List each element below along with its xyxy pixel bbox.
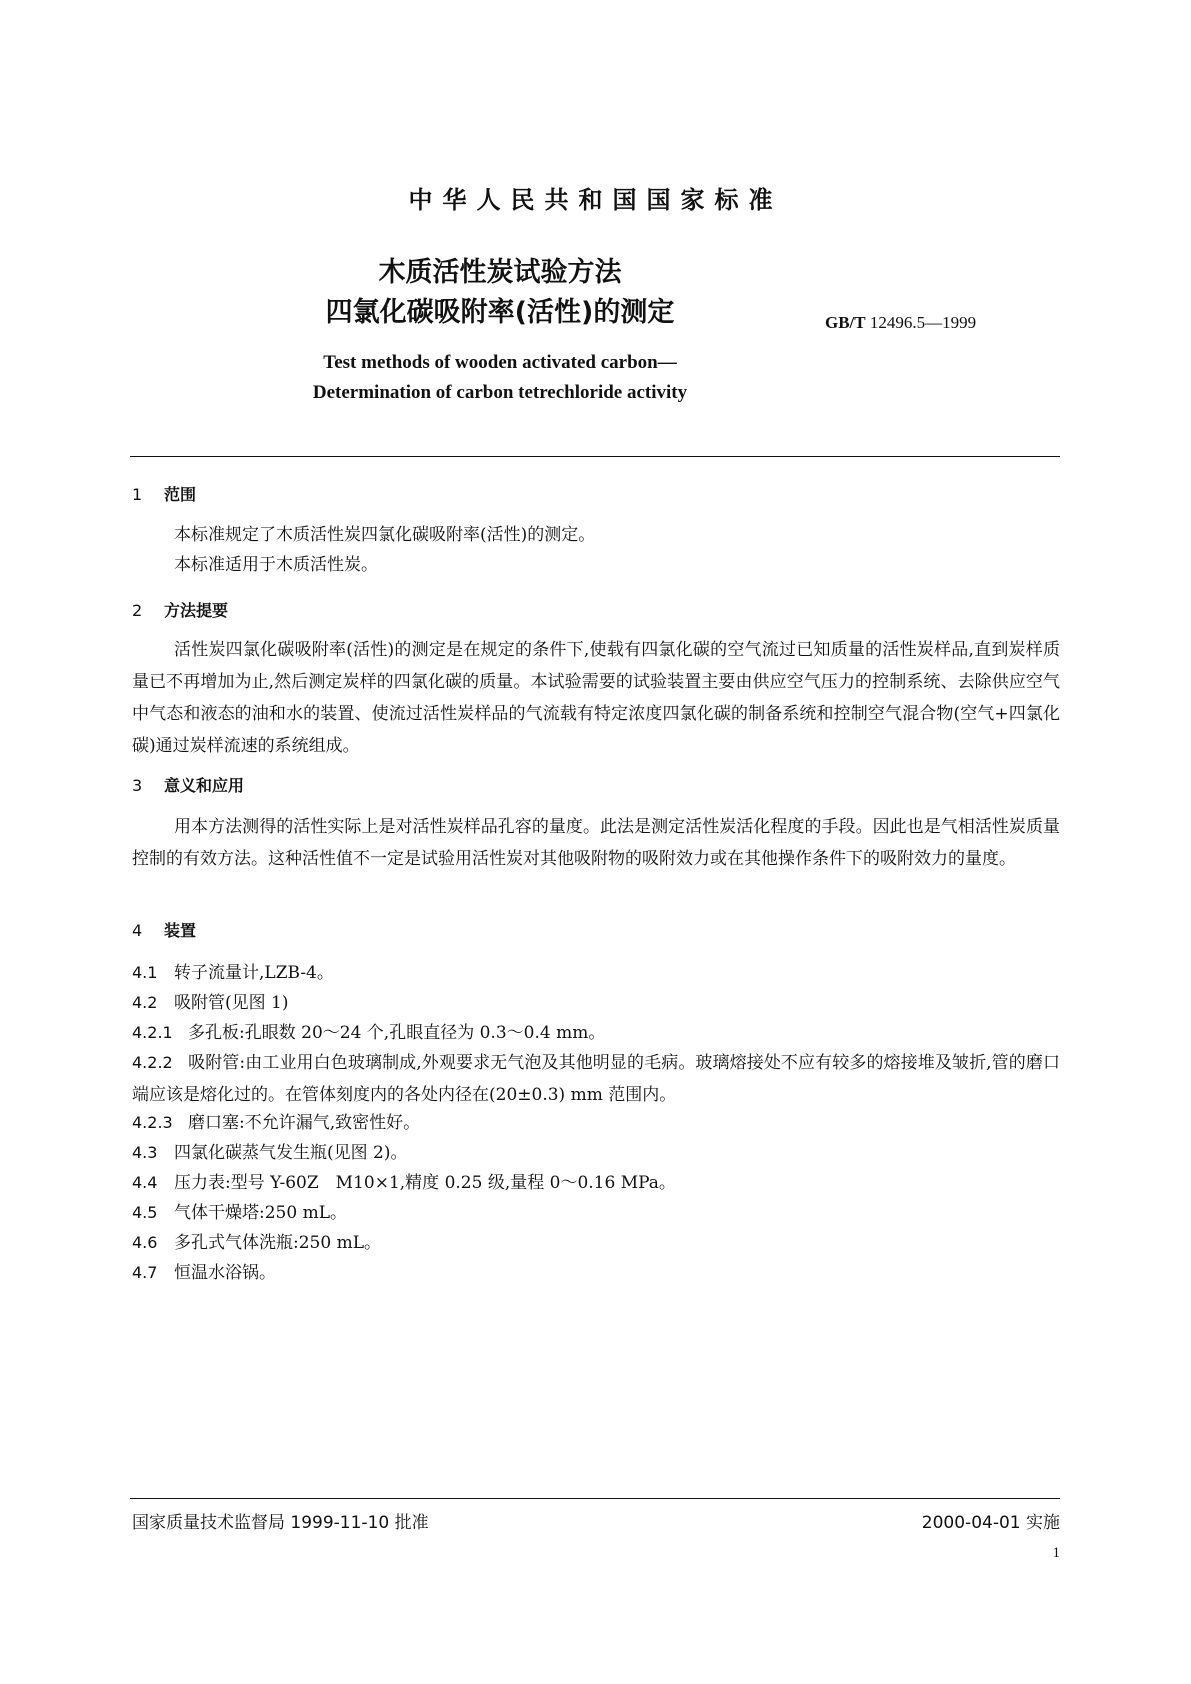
section-title: 方法提要 (164, 601, 229, 620)
item-text: 吸附管:由工业用白色玻璃制成,外观要求无气泡及其他明显的毛病。玻璃熔接处不应有较多的熔接堆及皱折,管的磨口端应该是熔化过的。在管体刻度内的各处内径在(20±0.3) mm 范围内。 (132, 1053, 1060, 1105)
item-4-1 (132, 957, 334, 989)
item-number: 4.2.3 (132, 1113, 173, 1132)
item-text: 吸附管(见图 1) (174, 993, 289, 1013)
section-2-paragraph: 活性炭四氯化碳吸附率(活性)的测定是在规定的条件下,使载有四氯化碳的空气流过已知质量的活性炭样品,直到炭样质量已不再增加为止,然后测定炭样的四氯化碳的质量。本试验需要的试验装置主要由供应空气压力的控制系统、去除供应空气中气态和液态的油和水的装置、使流过活性炭样品的气流载有特定浓度四氯化碳的制备系统和控制空气混合物(空气+四氯化碳)通过炭样流速的系统组成。 (132, 640, 1060, 756)
section-1-paragraph-1: 本标准规定了木质活性炭四氯化碳吸附率(活性)的测定。 (174, 525, 596, 545)
item-number: 4.3 (132, 1143, 158, 1162)
page-number: 1 (1052, 1545, 1060, 1561)
section-num: 2 (132, 601, 143, 620)
effective-date-text: 2000-04-01 实施 (921, 1513, 1060, 1533)
item-text: 多孔板:孔眼数 20～24 个,孔眼直径为 0.3～0.4 mm。 (188, 1023, 606, 1043)
standard-code (825, 313, 976, 333)
section-3-paragraph: 用本方法测得的活性实际上是对活性炭样品孔容的量度。此法是测定活性炭活化程度的手段。因此也是气相活性炭质量控制的有效方法。这种活性值不一定是试验用活性炭对其他吸附物的吸附效力或在其他操作条件下的吸附效力的量度。 (132, 817, 1060, 869)
item-4-3 (132, 1137, 407, 1169)
standard-code-number: 12496.5—1999 (869, 313, 977, 332)
item-number: 4.6 (132, 1233, 158, 1252)
item-text: 多孔式气体洗瓶:250 mL。 (174, 1233, 381, 1253)
item-number: 4.4 (132, 1173, 158, 1192)
section-num: 4 (132, 921, 143, 940)
item-4-2-2 (132, 1047, 1060, 1111)
item-4-6 (132, 1227, 381, 1259)
section-num: 1 (132, 485, 143, 504)
item-number: 4.5 (132, 1203, 158, 1222)
item-number: 4.2.1 (132, 1023, 173, 1042)
title-cn-line2: 四氯化碳吸附率(活性)的测定 (325, 297, 675, 328)
approval-text: 国家质量技术监督局 1999-11-10 批准 (132, 1513, 429, 1533)
item-text: 转子流量计,LZB-4。 (174, 963, 334, 983)
item-text: 气体干燥塔:250 mL。 (174, 1203, 347, 1223)
section-1-paragraph-2: 本标准适用于木质活性炭。 (174, 555, 378, 575)
item-4-2-1 (132, 1017, 605, 1049)
section-3-heading (132, 773, 244, 796)
item-4-2-3 (132, 1107, 420, 1139)
section-2-heading (132, 598, 228, 621)
section-4-heading (132, 918, 196, 941)
item-number: 4.2.2 (132, 1053, 173, 1072)
item-4-7 (132, 1257, 276, 1289)
section-title: 装置 (164, 921, 197, 940)
item-4-2 (132, 987, 288, 1019)
title-en-line2: Determination of carbon tetrechloride activity (312, 382, 688, 403)
section-title: 范围 (164, 485, 197, 504)
item-text: 四氯化碳蒸气发生瓶(见图 2)。 (174, 1143, 408, 1163)
title-en-line1: Test methods of wooden activated carbon— (323, 352, 677, 373)
item-4-4 (132, 1167, 676, 1199)
section-title: 意义和应用 (164, 776, 245, 795)
section-1-heading (132, 482, 196, 505)
item-number: 4.2 (132, 993, 158, 1012)
standard-code-prefix: GB/T (825, 313, 866, 332)
item-text: 恒温水浴锅。 (174, 1263, 276, 1283)
header-rule (130, 456, 1060, 457)
item-text: 磨口塞:不允许漏气,致密性好。 (188, 1113, 421, 1133)
national-standard-header: 中华人民共和国国家标准 (408, 186, 783, 214)
section-num: 3 (132, 776, 143, 795)
item-number: 4.7 (132, 1263, 158, 1282)
footer-rule (130, 1498, 1060, 1499)
item-text: 压力表:型号 Y-60Z M10×1,精度 0.25 级,量程 0～0.16 MPa。 (174, 1173, 676, 1193)
item-4-5 (132, 1197, 347, 1229)
title-cn-line1: 木质活性炭试验方法 (378, 257, 622, 288)
item-number: 4.1 (132, 963, 158, 982)
